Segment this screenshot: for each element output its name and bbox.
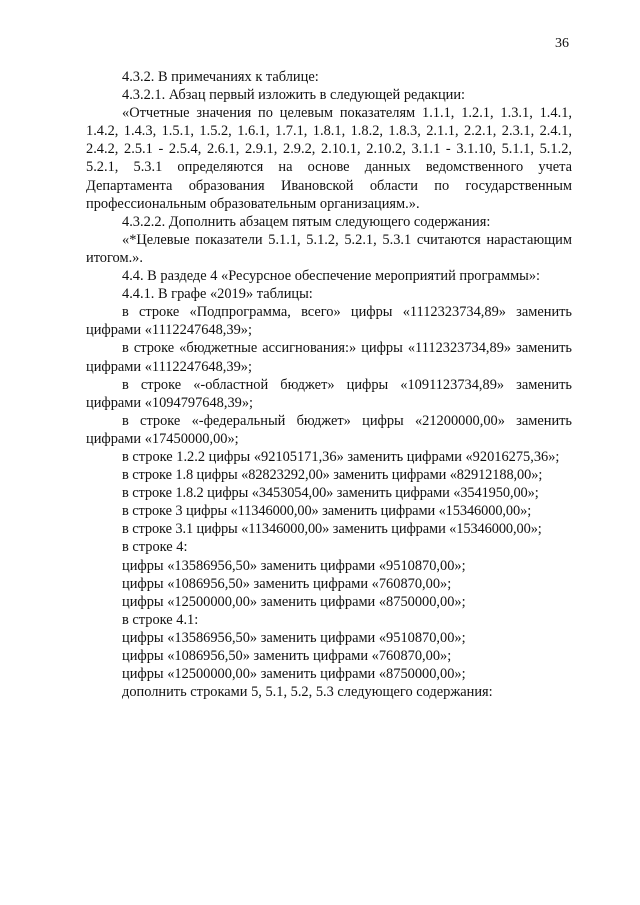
paragraph-quoted-values: «Отчетные значения по целевым показателям 1.1.1, 1.2.1, 1.3.1, 1.4.1, 1.4.2, 1.4.3, 1.5.1, 1.5.2, 1.6.1, 1.7.1, 1.8.1, 1.8.2, 1.8.3, 2.1.1, 2.2.1, 2.3.1, 2.4.1, 2.4.2, 2.5.1 - 2.5.4, 2.6.1, 2.9.1, 2.9.2, 2.10.1, 2.10.2, 3.1.1 - 3.1.10, 5.1.1, 5.1.2, 5.2.1, 5.3.1 определяются на основе данных ведомственного учета Департамента образования Ивановской области по государственным профессиональным образовательным организациям.». xyxy=(86,105,572,212)
paragraph-row-3-1: в строке 3.1 цифры «11346000,00» заменить цифрами «15346000,00»; xyxy=(122,521,542,538)
page-number: 36 xyxy=(555,36,569,51)
paragraph-row-federal: в строке «-федеральный бюджет» цифры «21200000,00» заменить цифрами «17450000,00»; xyxy=(86,412,572,447)
paragraph-first-abzac: 4.3.2.1. Абзац первый изложить в следующей редакции: xyxy=(122,87,466,104)
paragraph-row-regional: в строке «-областной бюджет» цифры «1091123734,89» заменить цифрами «1094797648,39»; xyxy=(86,376,572,411)
paragraph-section-4: 4.4. В раздеде 4 «Ресурсное обеспечение мероприятий программы»: xyxy=(122,268,541,285)
paragraph-row-subprogram: в строке «Подпрограмма, всего» цифры «1112323734,89» заменить цифрами «1112247648,39»; xyxy=(86,304,572,339)
paragraph-row-4-item-3: цифры «12500000,00» заменить цифрами «8750000,00»; xyxy=(122,593,466,610)
paragraph-row-4-1: в строке 4.1: xyxy=(122,611,199,628)
paragraph-row-1-2-2: в строке 1.2.2 цифры «92105171,36» заменить цифрами «92016275,36»; xyxy=(122,448,560,465)
paragraph-row-4-item-1: цифры «13586956,50» заменить цифрами «9510870,00»; xyxy=(122,557,466,574)
document-body xyxy=(86,68,572,701)
paragraph-row-4-1-item-2: цифры «1086956,50» заменить цифрами «760870,00»; xyxy=(122,648,452,664)
paragraph-row-1-8-2: в строке 1.8.2 цифры «3453054,00» заменить цифрами «3541950,00»; xyxy=(122,485,539,502)
paragraph-row-4-1-item-1: цифры «13586956,50» заменить цифрами «9510870,00»; xyxy=(122,629,466,646)
paragraph-row-1-8: в строке 1.8 цифры «82823292,00» заменить цифрами «82912188,00»; xyxy=(122,467,543,484)
paragraph-row-4-1-item-3: цифры «12500000,00» заменить цифрами «8750000,00»; xyxy=(122,666,466,683)
paragraph-notes-heading: 4.3.2. В примечаниях к таблице: xyxy=(122,69,319,85)
paragraph-row-3: в строке 3 цифры «11346000,00» заменить цифрами «15346000,00»; xyxy=(122,503,532,520)
paragraph-row-4: в строке 4: xyxy=(122,539,188,556)
paragraph-add-fifth: 4.3.2.2. Дополнить абзацем пятым следующего содержания: xyxy=(122,213,491,230)
paragraph-row-4-item-2: цифры «1086956,50» заменить цифрами «760870,00»; xyxy=(122,575,452,592)
paragraph-column-2019: 4.4.1. В графе «2019» таблицы: xyxy=(122,286,313,303)
paragraph-target-indicators: «*Целевые показатели 5.1.1, 5.1.2, 5.2.1, 5.3.1 считаются нарастающим итогом.». xyxy=(86,231,572,266)
paragraph-row-budget: в строке «бюджетные ассигнования:» цифры «1112323734,89» заменить цифрами «1112247648,39»; xyxy=(86,340,572,375)
paragraph-add-rows: дополнить строками 5, 5.1, 5.2, 5.3 следующего содержания: xyxy=(122,684,493,701)
